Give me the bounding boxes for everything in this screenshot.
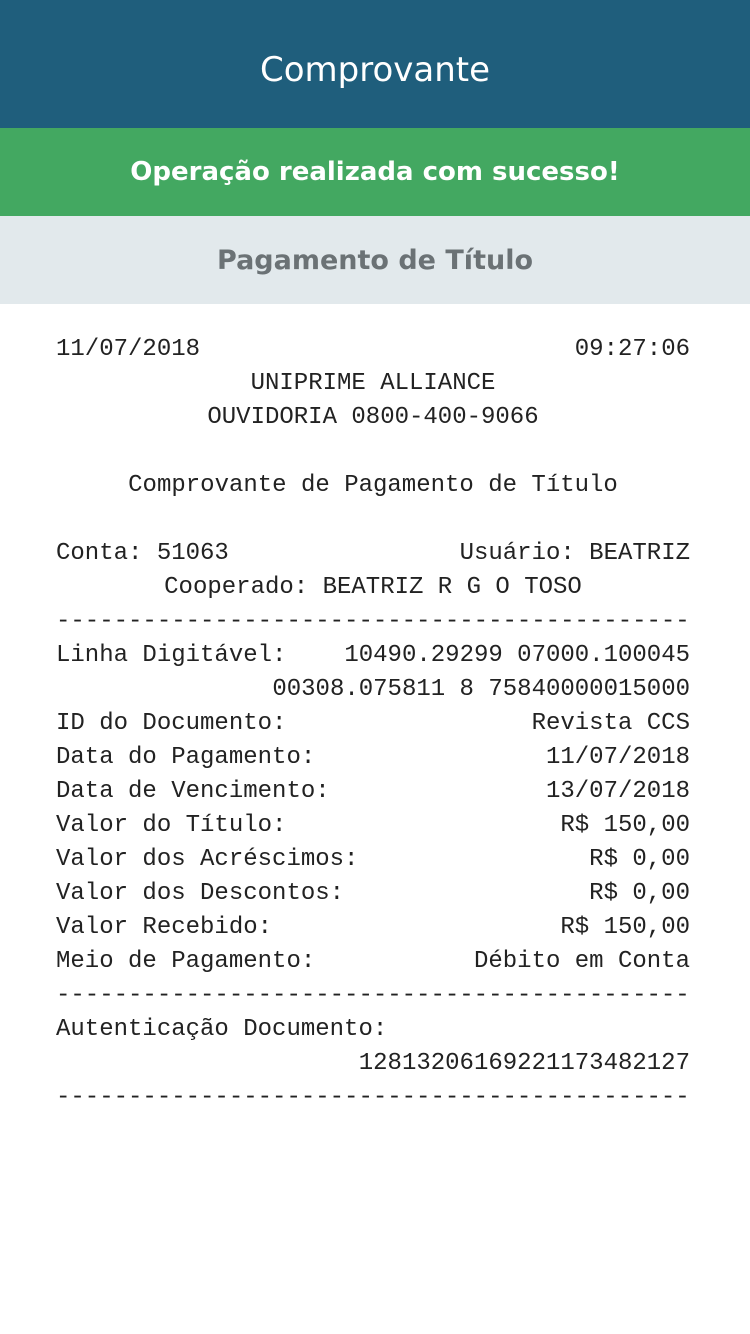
receipt-field-row	[56, 911, 690, 945]
field-value: R$ 0,00	[589, 880, 690, 907]
receipt-member: Cooperado: BEATRIZ R G O TOSO	[164, 574, 582, 601]
receipt-datetime-row	[56, 333, 690, 367]
section-header	[0, 216, 750, 304]
receipt-account-row	[56, 537, 690, 571]
receipt-time: 09:27:06	[574, 336, 690, 363]
field-value: Débito em Conta	[473, 948, 690, 975]
field-value: R$ 150,00	[560, 914, 690, 941]
receipt-digitable-row	[56, 639, 690, 673]
receipt-field-row	[56, 741, 690, 775]
field-label: Valor do Título:	[56, 812, 287, 839]
auth-code: 128132061692211734821​27	[358, 1050, 690, 1077]
receipt-ombudsman-row	[56, 401, 690, 435]
field-value: R$ 0,00	[589, 846, 690, 873]
receipt-institution-row	[56, 367, 690, 401]
receipt-field-row	[56, 945, 690, 979]
receipt-date: 11/07/2018	[56, 336, 201, 363]
field-label: Meio de Pagamento:	[56, 948, 316, 975]
field-value: Revista CCS	[531, 710, 690, 737]
success-banner	[0, 128, 750, 216]
page-title: Comprovante	[259, 50, 491, 90]
receipt-field-row	[56, 809, 690, 843]
spacer	[56, 435, 690, 469]
receipt-field-row	[56, 707, 690, 741]
receipt-title: Comprovante de Pagamento de Título	[128, 472, 618, 499]
receipt-ombudsman: OUVIDORIA 0800-400-9066	[207, 404, 539, 431]
receipt-user: Usuário: BEATRIZ	[459, 540, 690, 567]
receipt-field-row	[56, 843, 690, 877]
app-header	[0, 0, 750, 128]
receipt	[56, 333, 690, 1115]
receipt-auth-label-row	[56, 1013, 690, 1047]
receipt-digitable-row-2	[56, 673, 690, 707]
field-value: 11/07/2018	[545, 744, 690, 771]
digitable-line-2: 00308.075811 8 75840000015000	[272, 676, 690, 703]
field-value: 13/07/2018	[545, 778, 690, 805]
receipt-auth-code-row	[56, 1047, 690, 1081]
digitable-line-1: 10490.29299 07000.100045	[344, 642, 690, 669]
receipt-institution: UNIPRIME ALLIANCE	[250, 370, 496, 397]
receipt-divider: --------------------------------------------	[56, 1084, 690, 1111]
field-label: Valor dos Acréscimos:	[56, 846, 359, 873]
receipt-account: Conta: 51063	[56, 540, 229, 567]
receipt-field-row	[56, 877, 690, 911]
field-label: Valor Recebido:	[56, 914, 273, 941]
field-value: R$ 150,00	[560, 812, 690, 839]
spacer	[56, 503, 690, 537]
receipt-divider: --------------------------------------------	[56, 982, 690, 1009]
receipt-divider: --------------------------------------------	[56, 608, 690, 635]
digitable-label: Linha Digitável:	[56, 642, 287, 669]
field-label: Valor dos Descontos:	[56, 880, 345, 907]
receipt-title-row	[56, 469, 690, 503]
section-title: Pagamento de Título	[217, 244, 533, 276]
receipt-field-row	[56, 775, 690, 809]
success-message: Operação realizada com sucesso!	[130, 157, 620, 187]
auth-label: Autenticação Documento:	[56, 1016, 388, 1043]
field-label: Data de Vencimento:	[56, 778, 330, 805]
field-label: ID do Documento:	[56, 710, 287, 737]
receipt-member-row	[56, 571, 690, 605]
field-label: Data do Pagamento:	[56, 744, 316, 771]
